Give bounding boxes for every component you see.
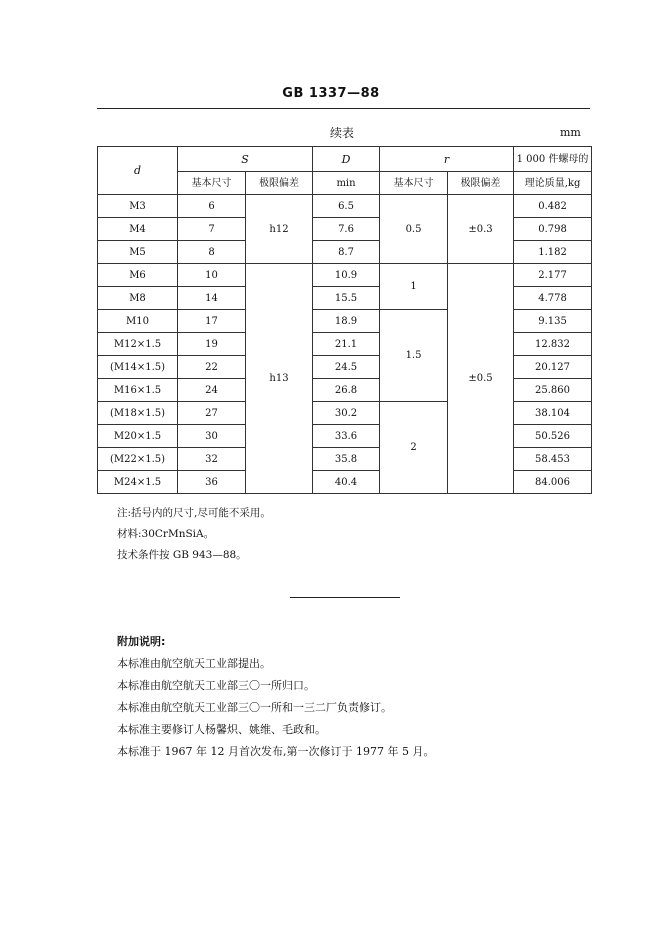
cell-D: 21.1: [313, 333, 380, 356]
table-notes: [117, 503, 271, 566]
cell-mass: 1.182: [514, 241, 592, 264]
col-header-d: d: [98, 147, 178, 195]
cell-r: 0.5: [380, 195, 448, 264]
cell-r: 2: [380, 402, 448, 494]
cell-d: (M22×1.5): [98, 448, 178, 471]
col-header-s: S: [178, 147, 313, 172]
cell-D: 10.9: [313, 264, 380, 287]
table-row: [98, 471, 592, 494]
cell-mass: 58.453: [514, 448, 592, 471]
table-row: [98, 287, 592, 310]
cell-d: M5: [98, 241, 178, 264]
cell-s: 6: [178, 195, 246, 218]
cell-d: M8: [98, 287, 178, 310]
cell-D: 6.5: [313, 195, 380, 218]
cell-d: (M14×1.5): [98, 356, 178, 379]
cell-D: 26.8: [313, 379, 380, 402]
cell-d: M12×1.5: [98, 333, 178, 356]
table-unit: mm: [560, 126, 581, 139]
cell-D: 18.9: [313, 310, 380, 333]
cell-mass: 0.798: [514, 218, 592, 241]
cell-d: (M18×1.5): [98, 402, 178, 425]
note-material: 材料:30CrMnSiA。: [117, 528, 215, 540]
table-row: [98, 333, 592, 356]
table-row: [98, 448, 592, 471]
cell-s: 8: [178, 241, 246, 264]
cell-d: M4: [98, 218, 178, 241]
cell-D: 33.6: [313, 425, 380, 448]
cell-s: 10: [178, 264, 246, 287]
cell-d: M6: [98, 264, 178, 287]
cell-mass: 2.177: [514, 264, 592, 287]
col-header-s-base: 基本尺寸: [178, 172, 246, 195]
supplementary-line: 本标准由航空航天工业部三〇一所和一三二厂负责修订。: [117, 701, 392, 714]
supplementary-line: 本标准主要修订人杨馨炽、姚维、毛政和。: [117, 723, 326, 736]
table-row: [98, 356, 592, 379]
supplementary-line: 本标准于 1967 年 12 月首次发布,第一次修订于 1977 年 5 月。: [117, 745, 435, 758]
cell-s: 30: [178, 425, 246, 448]
cell-D: 24.5: [313, 356, 380, 379]
cell-s: 14: [178, 287, 246, 310]
supplementary-notes: [117, 631, 434, 763]
cell-d: M10: [98, 310, 178, 333]
cell-r-tol: ±0.5: [448, 264, 514, 494]
cell-s-tol: h13: [246, 264, 313, 494]
cell-d: M3: [98, 195, 178, 218]
cell-r: 1: [380, 264, 448, 310]
table-row: [98, 195, 592, 218]
col-header-D: D: [313, 147, 380, 172]
col-header-r-tol: 极限偏差: [448, 172, 514, 195]
cell-s: 32: [178, 448, 246, 471]
table-caption: 续表: [330, 126, 355, 140]
cell-s: 7: [178, 218, 246, 241]
cell-s: 19: [178, 333, 246, 356]
note-brackets: 注:括号内的尺寸,尽可能不采用。: [117, 507, 271, 519]
cell-d: M20×1.5: [98, 425, 178, 448]
col-header-D-min: min: [313, 172, 380, 195]
cell-s: 27: [178, 402, 246, 425]
cell-mass: 25.860: [514, 379, 592, 402]
cell-mass: 38.104: [514, 402, 592, 425]
cell-D: 7.6: [313, 218, 380, 241]
table-row: [98, 241, 592, 264]
cell-mass: 4.778: [514, 287, 592, 310]
cell-r: 1.5: [380, 310, 448, 402]
table-row: [98, 310, 592, 333]
cell-s: 36: [178, 471, 246, 494]
cell-D: 15.5: [313, 287, 380, 310]
table-row: [98, 218, 592, 241]
table-row: [98, 425, 592, 448]
cell-D: 40.4: [313, 471, 380, 494]
supplementary-title: 附加说明:: [117, 635, 166, 648]
col-header-r-base: 基本尺寸: [380, 172, 448, 195]
cell-mass: 9.135: [514, 310, 592, 333]
note-tech-conditions: 技术条件按 GB 943—88。: [117, 549, 247, 561]
col-header-mass-2: 理论质量,kg: [514, 172, 592, 195]
cell-mass: 84.006: [514, 471, 592, 494]
cell-mass: 50.526: [514, 425, 592, 448]
cell-mass: 0.482: [514, 195, 592, 218]
cell-d: M24×1.5: [98, 471, 178, 494]
cell-mass: 20.127: [514, 356, 592, 379]
standard-code-header: GB 1337—88: [282, 86, 380, 101]
supplementary-line: 本标准由航空航天工业部三〇一所归口。: [117, 679, 315, 692]
col-header-mass-1: 1 000 件螺母的: [514, 147, 592, 172]
cell-D: 30.2: [313, 402, 380, 425]
cell-s: 24: [178, 379, 246, 402]
cell-D: 35.8: [313, 448, 380, 471]
table-row: [98, 379, 592, 402]
cell-s: 22: [178, 356, 246, 379]
cell-r-tol: ±0.3: [448, 195, 514, 264]
col-header-r: r: [380, 147, 514, 172]
cell-s-tol: h12: [246, 195, 313, 264]
cell-mass: 12.832: [514, 333, 592, 356]
cell-s: 17: [178, 310, 246, 333]
cell-d: M16×1.5: [98, 379, 178, 402]
table-row: [98, 402, 592, 425]
cell-D: 8.7: [313, 241, 380, 264]
header-rule: [97, 108, 590, 109]
nut-dimension-table: [97, 146, 592, 494]
section-divider: [290, 597, 400, 598]
supplementary-line: 本标准由航空航天工业部提出。: [117, 657, 271, 670]
table-row: [98, 264, 592, 287]
col-header-s-tol: 极限偏差: [246, 172, 313, 195]
